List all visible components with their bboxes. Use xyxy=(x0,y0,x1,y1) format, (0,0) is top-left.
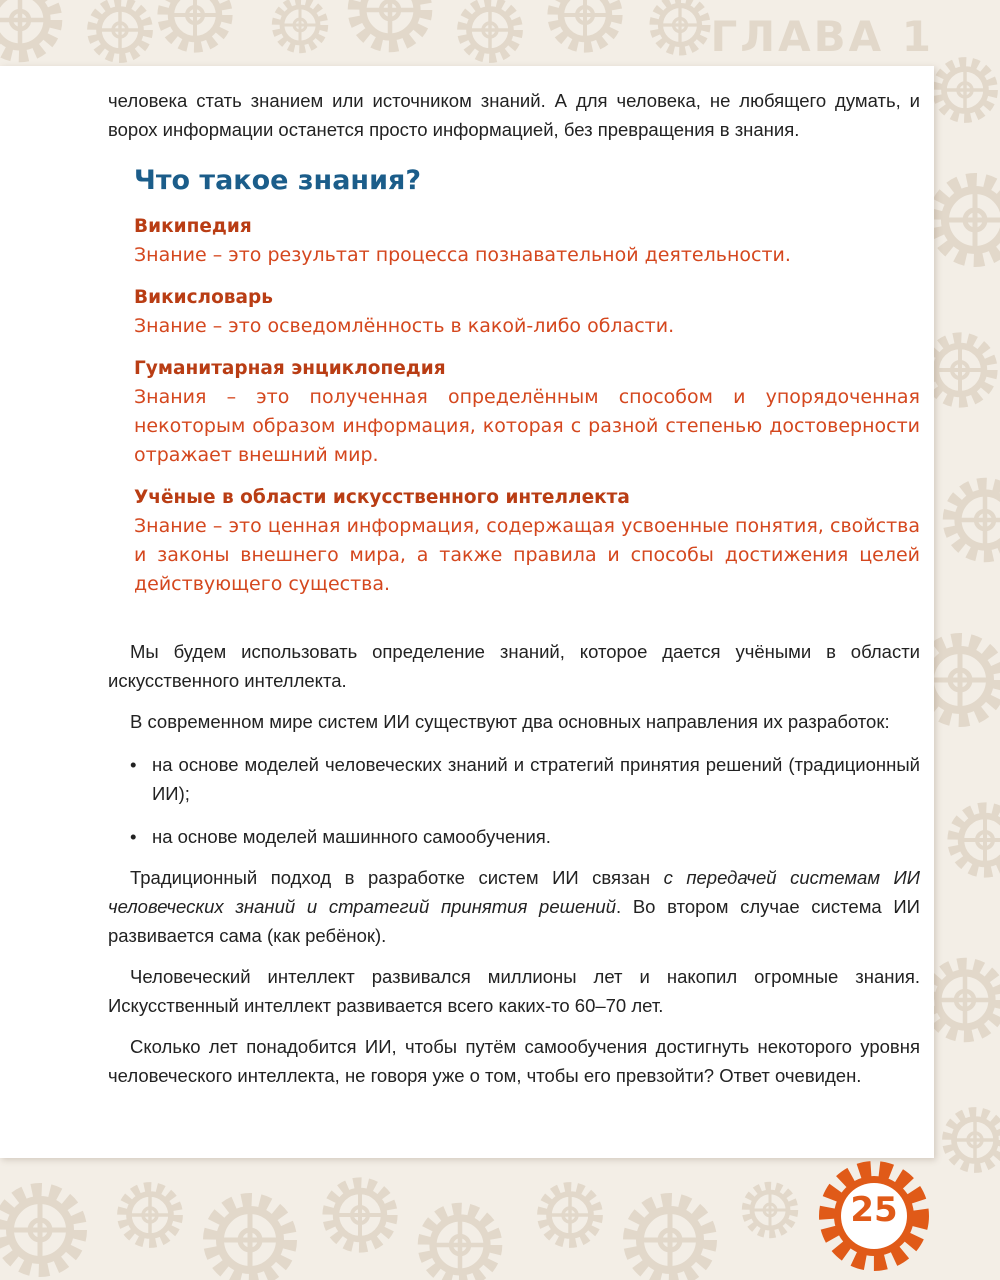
gear-icon xyxy=(746,1186,794,1234)
section-title: Что такое знания? xyxy=(134,165,422,196)
body-paragraph xyxy=(108,863,920,950)
gear-icon xyxy=(210,1200,290,1280)
gear-icon xyxy=(553,0,617,47)
gear-icon xyxy=(462,2,518,58)
body-paragraph: Мы будем использовать определение знаний, которое дается учёными в области искусственного интеллекта. xyxy=(108,641,920,691)
page-content xyxy=(108,86,920,1090)
gear-icon xyxy=(654,0,706,51)
gear-icon xyxy=(0,1190,80,1270)
gear-icon xyxy=(354,0,426,46)
list-item xyxy=(108,750,920,808)
gear-icon xyxy=(276,1,324,49)
paragraph-text: . Во втором случае система ИИ развивается сама (как ребёнок). xyxy=(108,896,920,946)
gear-icon xyxy=(929,964,1000,1036)
gear-icon xyxy=(542,1187,598,1243)
gear-icon xyxy=(328,1183,392,1247)
gear-icon xyxy=(122,1187,178,1243)
definition-item xyxy=(134,484,920,599)
definition-text: Знание – это результат процесса познавательной деятельности. xyxy=(134,244,791,266)
body-paragraph: Сколько лет понадобится ИИ, чтобы путём самообучения достигнуть некоторого уровня человеческого интеллекта, не говоря уже о том, чтобы его превзойти? Ответ очевиден. xyxy=(108,1036,920,1086)
list-item xyxy=(108,822,920,851)
definition-text: Знание – это ценная информация, содержащая усвоенные понятия, свойства и законы внешнего мира, а также правила и способы достижения целей действующего существа. xyxy=(134,515,920,595)
definition-source: Учёные в области искусственного интеллекта xyxy=(134,487,630,508)
gear-icon xyxy=(630,1200,710,1280)
intro-paragraph: человека стать знанием или источником знаний. А для человека, не любящего думать, и ворох информации останется просто информацией, без превращения в знания. xyxy=(108,90,920,140)
definition-item xyxy=(134,284,920,341)
definition-text: Знание – это осведомлённость в какой-либо области. xyxy=(134,315,675,337)
emphasized-text: с передачей системам ИИ человеческих знаний и стратегий принятия решений xyxy=(108,867,920,917)
gear-icon xyxy=(92,2,148,58)
list-item-text: на основе моделей человеческих знаний и стратегий принятия решений (традиционный ИИ); xyxy=(152,754,920,804)
gear-icon xyxy=(947,1112,1000,1168)
body-paragraph: В современном мире систем ИИ существуют два основных направления их разработок: xyxy=(130,711,890,732)
chapter-header: ГЛАВА 1 xyxy=(710,12,934,61)
body-paragraph: Человеческий интеллект развивался миллионы лет и накопил огромные знания. Искусственный интеллект развивается всего каких-то 60–70 лет. xyxy=(108,966,920,1016)
bullet-icon: • xyxy=(130,826,137,847)
gear-icon xyxy=(935,180,1000,260)
definition-source: Викисловарь xyxy=(134,287,273,308)
page-number: 25 xyxy=(850,1190,898,1230)
gear-icon xyxy=(949,484,1000,556)
bullet-icon: • xyxy=(130,754,137,775)
definition-text: Знания – это полученная определённым способом и упорядоченная некоторым образом информация, которая с разной степенью достоверности отражает внешний мир. xyxy=(134,386,920,466)
definition-item xyxy=(134,355,920,470)
gear-icon xyxy=(0,0,56,56)
definition-item xyxy=(134,213,920,270)
definition-source: Википедия xyxy=(134,216,252,237)
list-item-text: на основе моделей машинного самообучения. xyxy=(152,826,551,847)
gear-icon xyxy=(163,0,227,47)
gear-icon xyxy=(953,808,1000,872)
paragraph-text: Традиционный подход в разработке систем ИИ связан xyxy=(130,867,664,888)
gear-icon xyxy=(937,62,993,118)
gear-icon xyxy=(424,1209,496,1280)
definitions-list xyxy=(134,213,920,599)
gear-icon xyxy=(928,338,992,402)
spacer xyxy=(108,613,920,625)
definition-source: Гуманитарная энциклопедия xyxy=(134,358,446,379)
